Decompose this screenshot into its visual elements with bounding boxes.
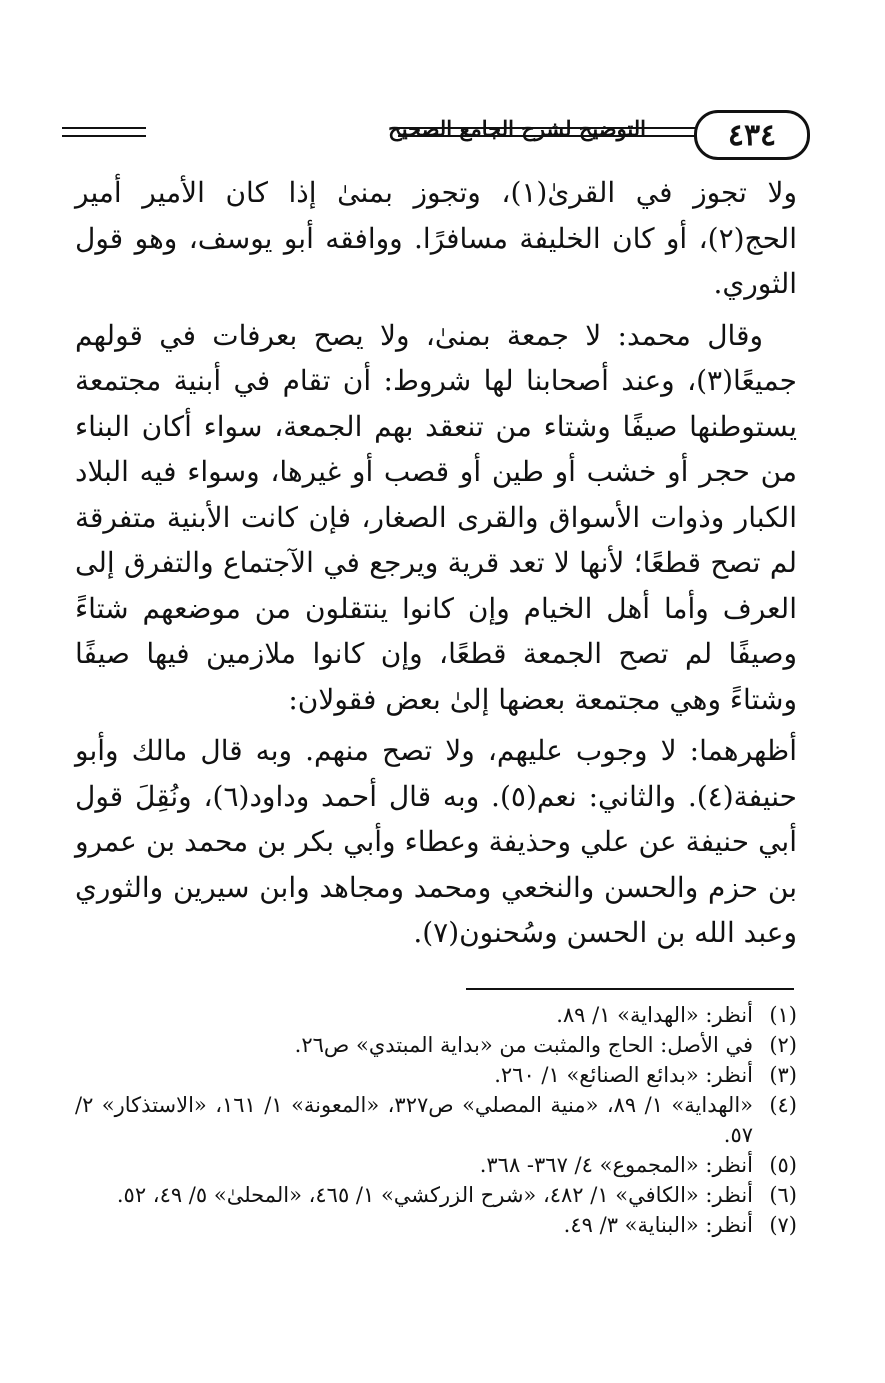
footnotes: [75, 1000, 797, 1240]
footnote-number: (٥): [769, 1153, 797, 1177]
footnote-text: أنظر: «المجموع» ٤/ ٣٦٧- ٣٦٨.: [479, 1153, 753, 1177]
footnote: [75, 1150, 797, 1180]
main-text: [75, 170, 797, 956]
footnote-number: (٣): [769, 1063, 797, 1087]
footnote: [75, 1090, 797, 1150]
footnote-text: في الأصل: الحاج والمثبت من «بداية المبتدي» ص٢٦.: [294, 1033, 753, 1057]
footnote-text: أنظر: «الهداية» ١/ ٨٩.: [556, 1003, 753, 1027]
footnote: [75, 1060, 797, 1090]
header-rule-left: [62, 127, 146, 129]
footnote: [75, 1030, 797, 1060]
running-title: التوضيح لشرح الجامع الصحيح: [388, 116, 646, 141]
footnote: [75, 1000, 797, 1030]
footnote-text: أنظر: «بدائع الصنائع» ١/ ٢٦٠.: [494, 1063, 753, 1087]
paragraph-3: أظهرهما: لا وجوب عليهم، ولا تصح منهم. وبه قال مالك وأبو حنيفة(٤). والثاني: نعم(٥). وبه قال أحمد وداود(٦)، ونُقِلَ قول أبي حنيفة عن علي وحذيفة وعطاء وأبي بكر بن محمد بن عمرو بن حزم والحسن والنخعي ومحمد ومجاهد وابن سيرين والثوري وعبد الله بن الحسن وسُحنون(٧).: [75, 734, 797, 949]
footnote-number: (٦): [769, 1183, 797, 1207]
footnote-text: «الهداية» ١/ ٨٩، «منية المصلي» ص٣٢٧، «المعونة» ١/ ١٦١، «الاستذكار» ٢/ ٥٧.: [75, 1093, 753, 1147]
footnote: [75, 1210, 797, 1240]
footnote-separator: [466, 988, 794, 990]
page-number-badge: ٤٣٤: [694, 110, 810, 160]
footnote-text: أنظر: «البناية» ٣/ ٤٩.: [563, 1213, 753, 1237]
footnote-number: (٤): [769, 1093, 797, 1117]
footnote-number: (٧): [769, 1213, 797, 1237]
footnote-number: (٢): [769, 1033, 797, 1057]
paragraph-1: ولا تجوز في القرىٰ(١)، وتجوز بمنىٰ إذا كان الأمير أمير الحج(٢)، أو كان الخليفة مسافرًا. ووافقه أبو يوسف، وهو قول الثوري.: [75, 176, 797, 300]
footnote: [75, 1180, 797, 1210]
header-rule-left-2: [62, 135, 146, 137]
footnote-number: (١): [769, 1003, 797, 1027]
paragraph-2: وقال محمد: لا جمعة بمنىٰ، ولا يصح بعرفات في قولهم جميعًا(٣)، وعند أصحابنا لها شروط: أن تقام في أبنية مجتمعة يستوطنها صيفًا وشتاء من تنعقد بهم الجمعة، سواء أكان البناء من حجر أو خشب أو طين أو قصب أو غيرها، وسواء فيه البلاد الكبار وذوات الأسواق والقرى الصغار، فإن كانت الأبنية متفرقة لم تصح قطعًا؛ لأنها لا تعد قرية ويرجع في الآجتماع والتفرق إلى العرف وأما أهل الخيام وإن كانوا ينتقلون من موضعهم شتاءً وصيفًا لم تصح الجمعة قطعًا، وإن كانوا ملازمين فيها صيفًا وشتاءً وهي مجتمعة بعضها إلىٰ بعض فقولان:: [75, 318, 797, 716]
footnote-text: أنظر: «الكافي» ١/ ٤٨٢، «شرح الزركشي» ١/ ٤٦٥، «المحلىٰ» ٥/ ٤٩، ٥٢.: [116, 1183, 753, 1207]
page-header: [62, 110, 804, 156]
